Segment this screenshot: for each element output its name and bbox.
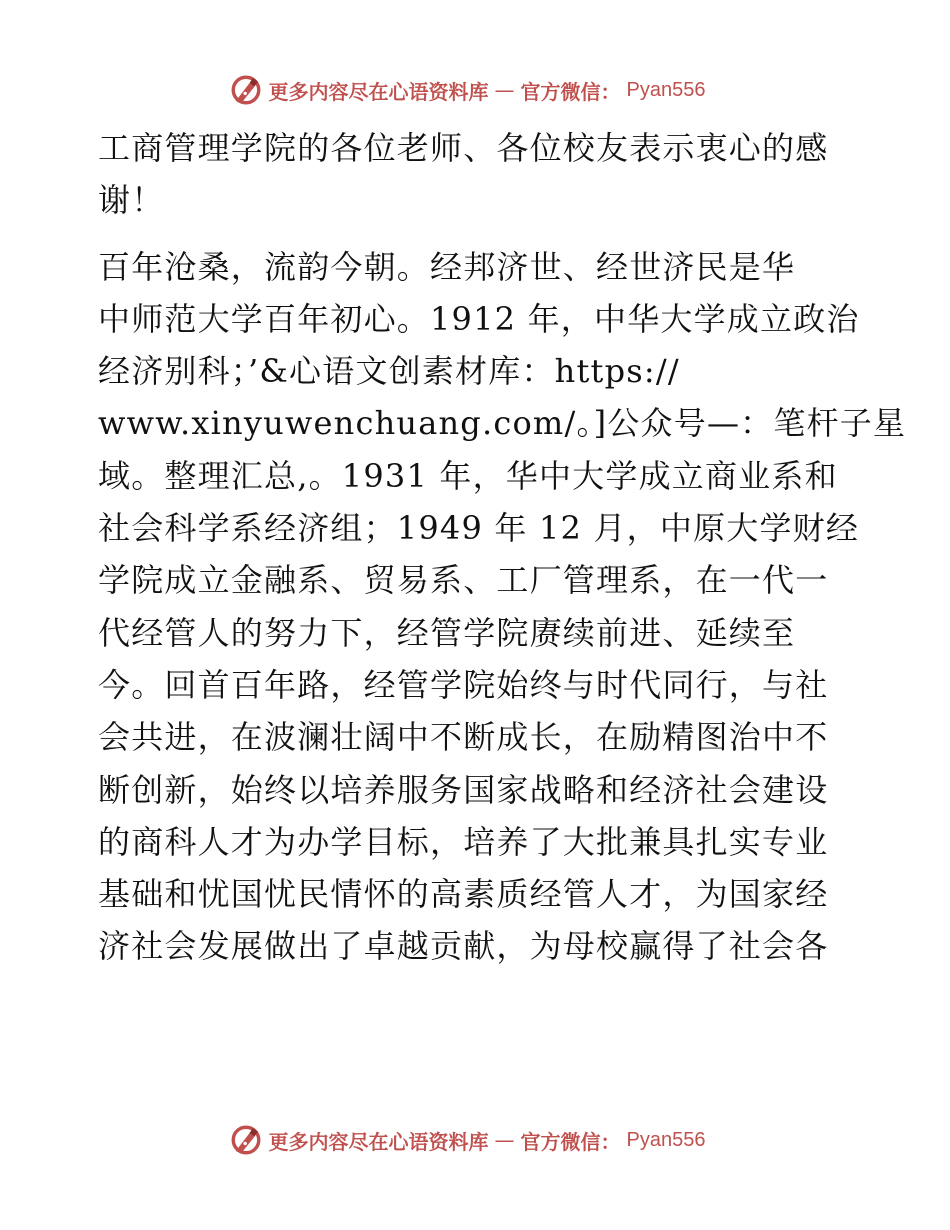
paragraph2-line: 的商科人才为办学目标，培养了大批兼具扎实专业 xyxy=(98,822,829,861)
footer-banner-inner xyxy=(229,1123,706,1157)
paragraph2-line: 学院成立金融系、贸易系、工厂管理系，在一代一 xyxy=(98,561,829,600)
paragraph2-line: 域。整理汇总,。1931 年，华中大学成立商业系和 xyxy=(98,456,838,495)
footer-banner-wechat-id: Pyan556 xyxy=(626,1128,706,1151)
paragraph2-line: 代经管人的努力下，经管学院赓续前进、延续至 xyxy=(98,613,796,652)
footer-banner-official: 官方微信： xyxy=(520,1129,621,1154)
paragraph2-line: 中师范大学百年初心。1912 年，中华大学成立政治 xyxy=(98,299,860,338)
paragraph2-line: 社会科学系经济组；1949 年 12 月，中原大学财经 xyxy=(98,509,860,548)
header-banner-text: 更多内容尽在心语资料库 xyxy=(268,79,489,104)
paragraph2-line: www.xinyuwenchuang.com/。]公众号—：笔杆子星 xyxy=(98,404,907,443)
paragraph2-line: 百年沧桑，流韵今朝。经邦济世、经世济民是华 xyxy=(98,247,796,286)
paragraph2-line: 断创新，始终以培养服务国家战略和经济社会建设 xyxy=(98,770,829,809)
document-body xyxy=(98,122,907,973)
paragraph2-line: 今。回首百年路，经管学院始终与时代同行，与社 xyxy=(98,665,829,704)
paragraph1-line: 谢！ xyxy=(98,181,165,220)
footer-banner-separator: — xyxy=(494,1128,515,1152)
header-banner xyxy=(0,70,950,110)
header-banner-inner xyxy=(229,73,706,107)
paragraph2-line: 济社会发展做出了卓越贡献，为母校赢得了社会各 xyxy=(98,927,829,966)
paragraph-gap xyxy=(98,227,858,241)
paragraph2-line: 经济别科；’&心语文创素材库：https:// xyxy=(98,352,680,391)
pen-nib-circle-icon xyxy=(229,73,263,107)
paragraph2-line: 会共进，在波澜壮阔中不断成长，在励精图治中不 xyxy=(98,718,829,757)
paragraph2-line: 基础和忧国忧民情怀的高素质经管人才，为国家经 xyxy=(98,875,829,914)
footer-banner-text: 更多内容尽在心语资料库 xyxy=(268,1129,489,1154)
footer-banner xyxy=(0,1120,950,1160)
header-banner-official: 官方微信： xyxy=(520,79,621,104)
header-banner-separator: — xyxy=(494,78,515,102)
pen-nib-circle-icon xyxy=(229,1123,263,1157)
paragraph1-line: 工商管理学院的各位老师、各位校友表示衷心的感 xyxy=(98,129,829,167)
header-banner-wechat-id: Pyan556 xyxy=(626,78,706,101)
